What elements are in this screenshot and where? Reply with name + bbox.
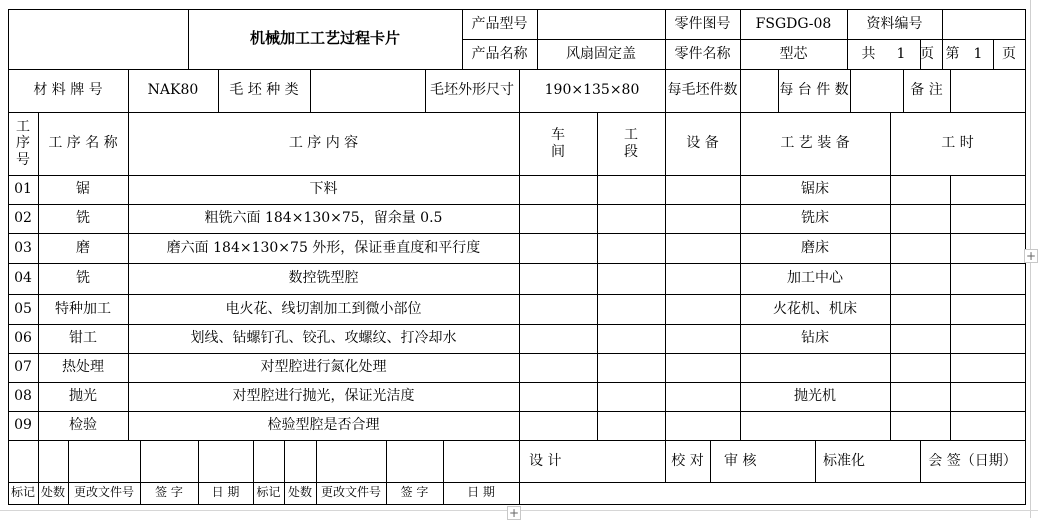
total-value: 1 xyxy=(896,45,906,62)
footer-change-label: 处数 xyxy=(287,485,312,500)
grid-line-v xyxy=(950,175,951,441)
sheet-value: 1 xyxy=(973,45,983,62)
operation-equipment xyxy=(665,294,740,324)
footer-change-label: 签 字 xyxy=(155,485,183,500)
blank-type-label: 毛 坯 种 类 xyxy=(229,82,299,99)
operation-name: 铣 xyxy=(76,210,90,227)
footer-change-label: 标记 xyxy=(256,485,281,500)
part-name-value: 型芯 xyxy=(779,45,808,62)
operation-name: 特种加工 xyxy=(55,300,111,317)
operation-tooling: 磨床 xyxy=(801,239,829,256)
grid-line-h xyxy=(8,504,1026,505)
operation-content: 对型腔进行氮化处理 xyxy=(260,359,387,376)
operation-content: 对型腔进行抛光，保证光洁度 xyxy=(232,388,415,405)
footer-change-label: 标记 xyxy=(10,485,35,500)
footer-countersign: 会 签（日期） xyxy=(928,452,1017,469)
product-model-value xyxy=(537,9,665,39)
operation-equipment xyxy=(665,353,740,382)
operation-seq: 01 xyxy=(14,181,32,198)
operation-name: 热处理 xyxy=(62,359,104,376)
doc-number-label: 资料编号 xyxy=(866,15,923,32)
per-blank-value xyxy=(740,69,778,112)
operation-equipment xyxy=(665,263,740,294)
per-blank-label: 每毛坯件数 xyxy=(667,82,738,99)
product-name-label: 产品名称 xyxy=(471,45,528,62)
col-tooling-header: 工 艺 装 备 xyxy=(780,135,850,152)
add-row-plus-icon[interactable]: + xyxy=(508,506,520,520)
col-seq-header: 工 序 号 xyxy=(16,119,30,168)
part-drawing-value: FSGDG-08 xyxy=(755,15,832,32)
operation-seq: 05 xyxy=(14,300,32,317)
operation-name: 铣 xyxy=(76,270,90,287)
operation-seq: 06 xyxy=(14,330,32,347)
blank-size-value: 190×135×80 xyxy=(544,82,640,99)
footer-change-label: 日 期 xyxy=(467,485,495,500)
operation-name: 锯 xyxy=(76,181,90,198)
operation-equipment xyxy=(665,411,740,440)
part-name-label: 零件名称 xyxy=(674,45,731,62)
blank-size-label: 毛坯外形尺寸 xyxy=(430,82,514,99)
per-unit-value xyxy=(850,69,903,112)
footer-check: 校 对 xyxy=(671,452,704,469)
blank-type-value xyxy=(310,69,425,112)
operation-content: 数控铣型腔 xyxy=(288,270,359,287)
operation-tooling: 加工中心 xyxy=(787,270,843,287)
operation-seq: 02 xyxy=(14,210,32,227)
footer-standardize: 标准化 xyxy=(823,452,865,469)
col-name-header: 工 序 名 称 xyxy=(48,135,118,152)
sheet-label: 第 xyxy=(945,45,960,62)
operation-seq: 07 xyxy=(14,359,32,376)
total-page-label: 页 xyxy=(920,45,934,62)
product-name-value: 风扇固定盖 xyxy=(566,45,636,62)
operation-content: 粗铣六面 184×130×75，留余量 0.5 xyxy=(204,210,443,227)
operation-tooling: 铣床 xyxy=(801,210,829,227)
card-title: 机械加工工艺过程卡片 xyxy=(249,29,400,48)
footer-change-label: 处数 xyxy=(40,485,65,500)
operation-content: 电火花、线切割加工到微小部位 xyxy=(225,300,422,317)
footer-review: 审 核 xyxy=(724,452,757,469)
sheet-page-label: 页 xyxy=(1002,45,1016,62)
operation-content: 下料 xyxy=(309,181,338,198)
operation-seq: 03 xyxy=(14,239,32,256)
footer-change-label: 日 期 xyxy=(211,485,240,500)
operation-content: 检验型腔是否合理 xyxy=(267,417,380,434)
material-grade-value: NAK80 xyxy=(147,82,199,99)
operation-equipment xyxy=(665,324,740,353)
operation-tooling: 抛光机 xyxy=(794,388,836,405)
operation-name: 检验 xyxy=(69,417,97,434)
remarks-value xyxy=(950,69,1025,112)
col-section-header: 工 段 xyxy=(624,127,638,160)
col-content-header: 工 序 内 容 xyxy=(288,135,359,152)
operation-seq: 08 xyxy=(14,388,32,405)
material-grade-label: 材 料 牌 号 xyxy=(33,82,103,99)
operation-tooling: 火花机、机床 xyxy=(773,300,857,317)
operation-content: 磨六面 184×130×75 外形，保证垂直度和平行度 xyxy=(166,239,481,256)
operation-name: 钳工 xyxy=(69,330,97,347)
remarks-label: 备 注 xyxy=(910,82,943,99)
footer-change-label: 签 字 xyxy=(400,485,429,500)
col-hours-header: 工 时 xyxy=(941,135,974,152)
operation-equipment xyxy=(665,175,740,204)
add-column-plus-icon[interactable]: + xyxy=(1025,249,1037,263)
operation-equipment xyxy=(665,382,740,411)
operation-equipment xyxy=(665,204,740,233)
part-drawing-label: 零件图号 xyxy=(674,15,731,32)
operation-tooling: 锯床 xyxy=(801,181,829,198)
col-equipment-header: 设 备 xyxy=(686,135,719,152)
operation-tooling xyxy=(740,353,890,382)
operation-tooling xyxy=(740,411,890,440)
operation-equipment xyxy=(665,233,740,263)
doc-number-value xyxy=(942,9,1025,39)
footer-change-label: 更改文件号 xyxy=(73,485,134,500)
footer-change-label: 更改文件号 xyxy=(320,485,381,500)
operation-name: 抛光 xyxy=(69,388,97,405)
footer-design: 设 计 xyxy=(529,452,562,469)
grid-line-h xyxy=(519,482,1026,483)
col-workshop-header: 车 间 xyxy=(551,127,565,160)
operation-seq: 09 xyxy=(14,417,32,434)
per-unit-label: 每 台 件 数 xyxy=(779,82,849,99)
operation-name: 磨 xyxy=(76,239,90,256)
product-model-label: 产品型号 xyxy=(471,15,528,32)
operation-tooling: 钻床 xyxy=(801,330,829,347)
total-label: 共 xyxy=(861,45,876,62)
operation-content: 划线、钻螺钉孔、铰孔、攻螺纹、打冷却水 xyxy=(190,330,457,347)
operation-seq: 04 xyxy=(14,270,32,287)
